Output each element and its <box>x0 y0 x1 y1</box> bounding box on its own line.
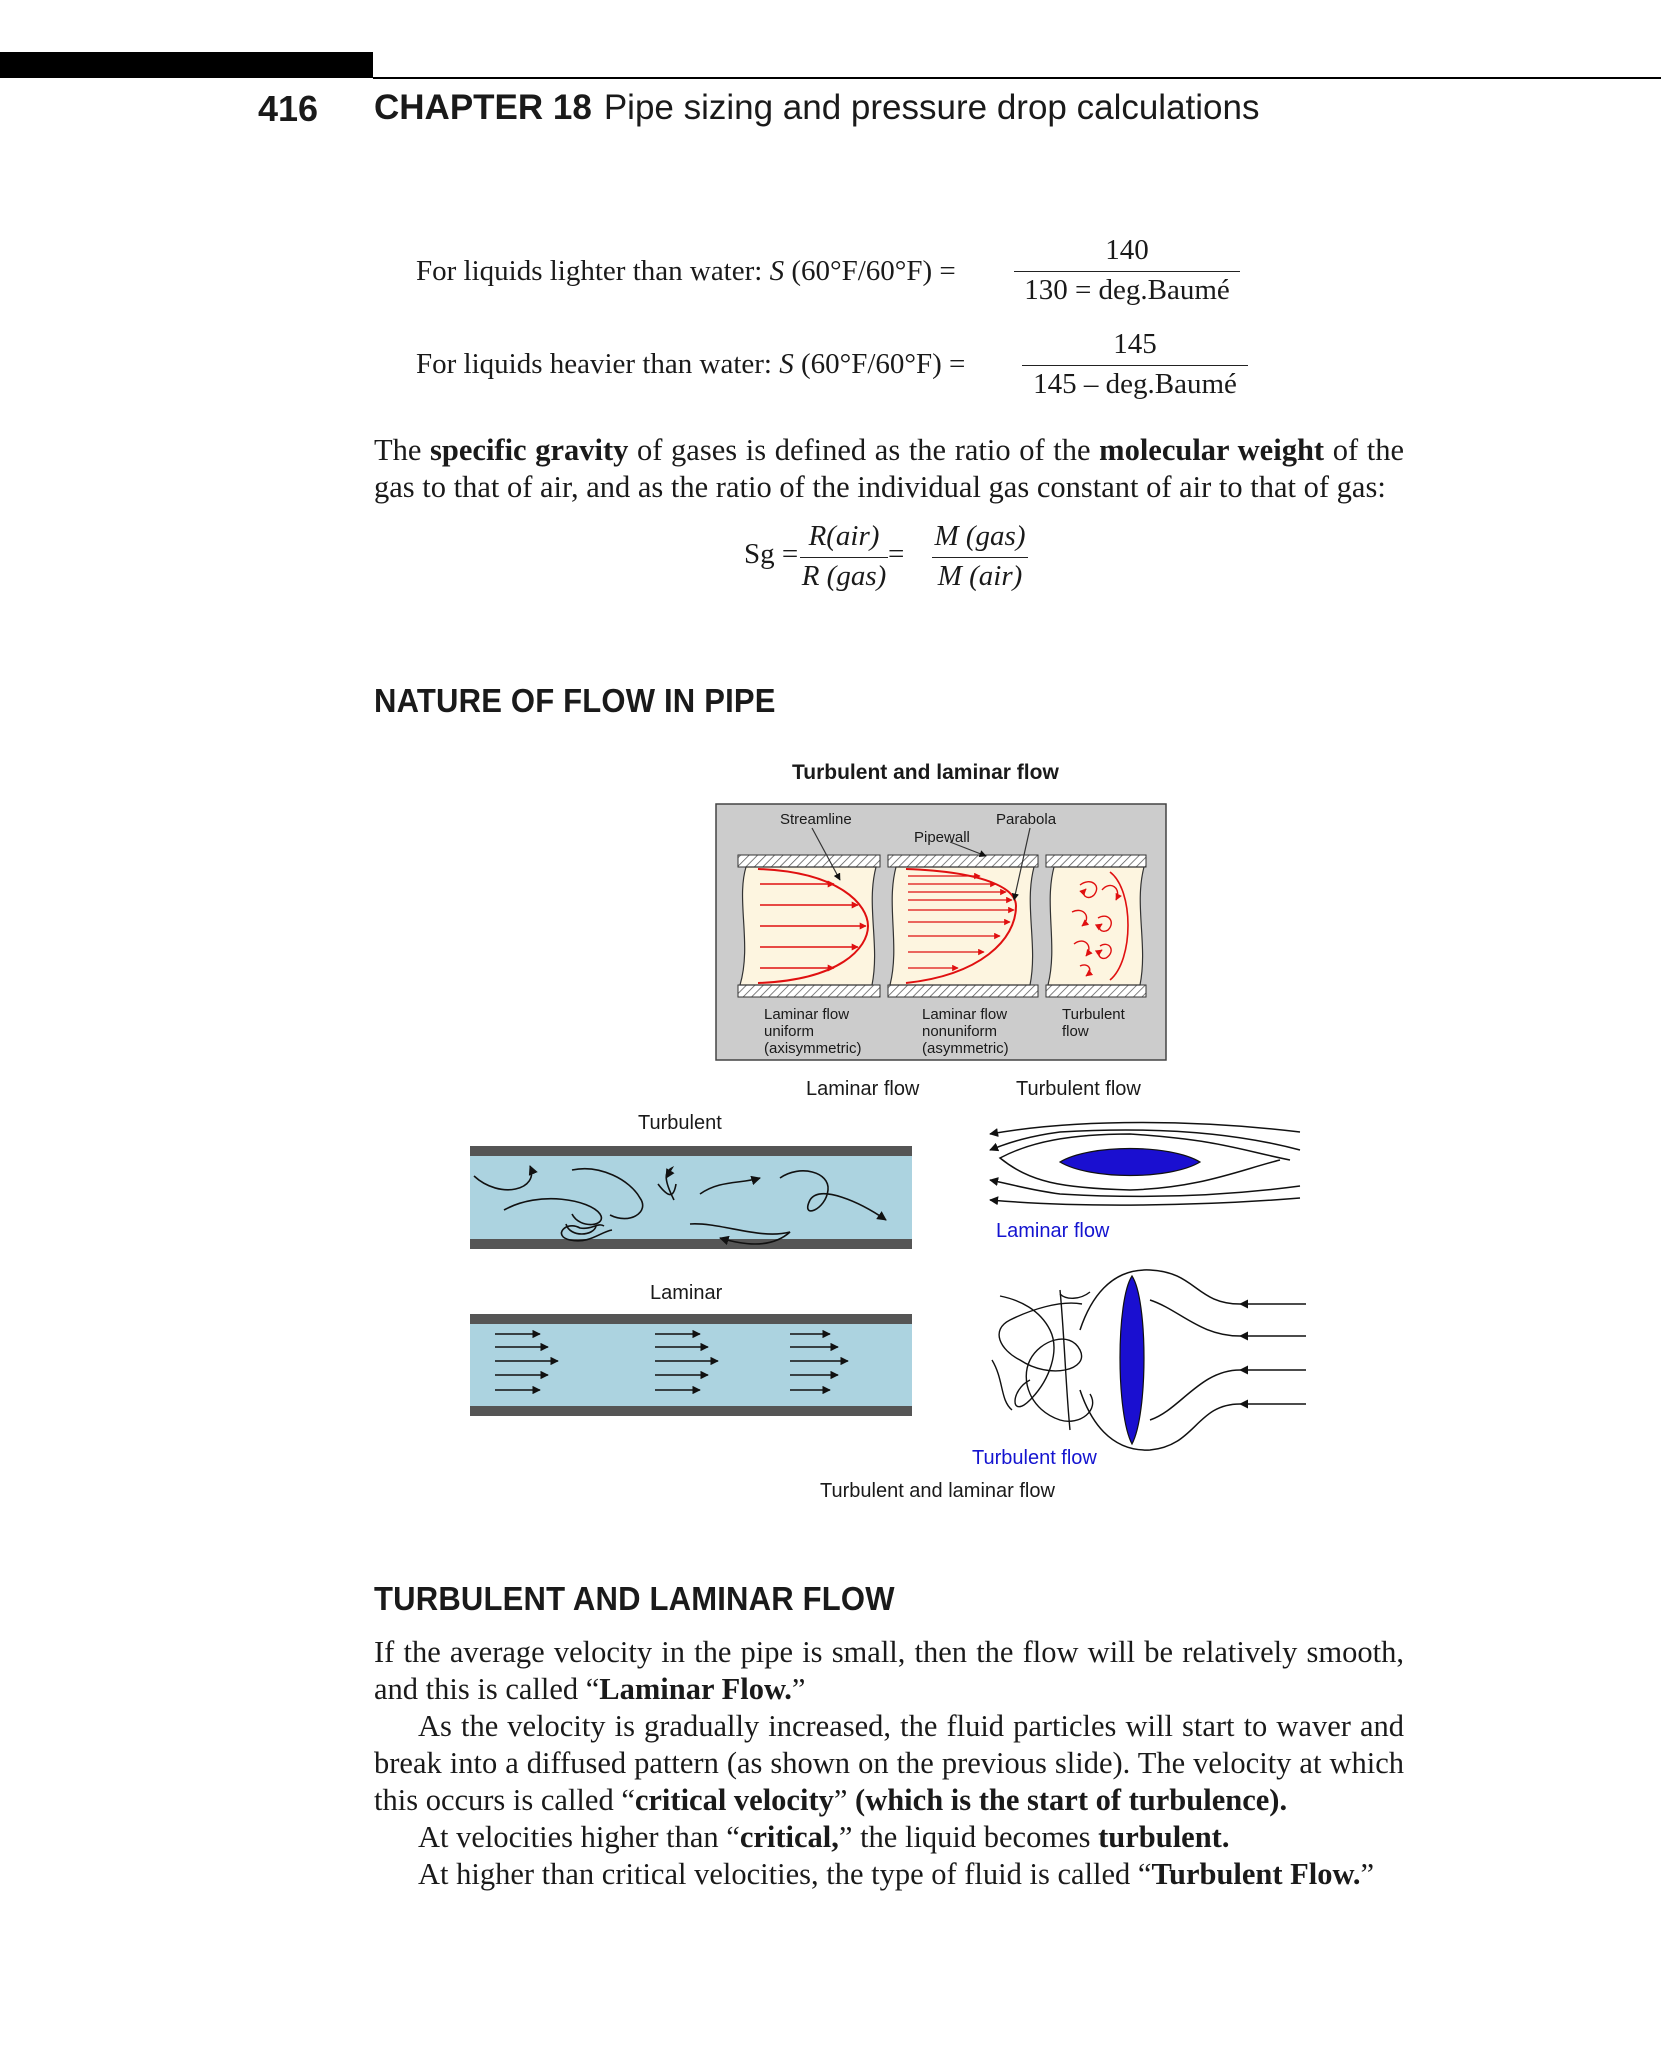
foil-laminar-diagram <box>990 1123 1300 1206</box>
figure-bottom-caption: Turbulent and laminar flow <box>820 1480 1055 1502</box>
flow-paragraphs <box>374 1634 1404 1893</box>
sg-bold-molecular-weight: molecular weight <box>1099 433 1325 467</box>
equation-heavier-denominator: 145 – deg.Baumé <box>1033 368 1237 400</box>
caption-laminar-nonuniform <box>922 1006 1009 1057</box>
label-streamline: Streamline <box>780 811 852 828</box>
equation-heavier-arg: (60°F/60°F) = <box>800 348 966 380</box>
sg-frac2-numerator: M (gas) <box>932 520 1028 558</box>
equation-lighter-numerator: 140 <box>1014 234 1240 272</box>
chapter-title: Pipe sizing and pressure drop calculations <box>603 88 1260 127</box>
section-heading-nature-of-flow: NATURE OF FLOW IN PIPE <box>374 682 776 719</box>
laminar-pipe-diagram <box>470 1314 912 1416</box>
caption-line: Turbulent <box>1062 1006 1125 1023</box>
equation-heavier-label: For liquids heavier than water: <box>416 348 772 380</box>
sg-text-3: of the gas to that of air, and as the ratio of the individual gas constant of air to that of gas: <box>374 433 1404 504</box>
p3-bold-2: turbulent. <box>1098 1820 1230 1854</box>
paragraph-4 <box>374 1856 1404 1893</box>
caption-line: uniform <box>764 1023 815 1040</box>
sg-frac2-denominator: M (air) <box>937 560 1023 592</box>
pipe-section-turbulent <box>1046 855 1146 997</box>
equation-heavier-numerator: 145 <box>1022 328 1248 366</box>
label-laminar-pipe: Laminar <box>650 1282 723 1304</box>
sg-text-2: of gases is defined as the ratio of the <box>628 433 1100 467</box>
equation-lighter-symbol: S <box>769 255 785 287</box>
pipe-section-laminar-uniform <box>738 855 880 997</box>
p1-text-2: ” <box>791 1672 806 1706</box>
caption-line: nonuniform <box>922 1023 998 1040</box>
caption-line: flow <box>1062 1023 1089 1040</box>
caption-line: (axisymmetric) <box>764 1040 862 1057</box>
p3-bold-1: critical, <box>739 1820 839 1854</box>
caption-line: Laminar flow <box>764 1006 850 1023</box>
section-heading-turbulent-laminar: TURBULENT AND LAMINAR FLOW <box>374 1580 895 1617</box>
caption-line: (asymmetric) <box>922 1040 1009 1057</box>
label-laminar-flow: Laminar flow <box>806 1078 920 1100</box>
sg-equation-lhs: Sg = <box>744 538 799 570</box>
label-parabola: Parabola <box>996 811 1057 828</box>
sg-frac1-denominator: R (gas) <box>801 560 887 592</box>
caption-laminar-uniform <box>764 1006 862 1057</box>
p2-text-2: ” <box>833 1783 856 1817</box>
equation-heavier-symbol: S <box>779 348 794 380</box>
label-foil-turbulent: Turbulent flow <box>972 1447 1097 1469</box>
figure-title: Turbulent and laminar flow <box>792 761 1059 784</box>
p2-bold-1: critical velocity <box>634 1783 834 1817</box>
paragraph-3 <box>374 1819 1404 1856</box>
p4-bold: Turbulent Flow. <box>1151 1857 1361 1891</box>
page-number: 416 <box>258 88 319 129</box>
paragraph-1 <box>374 1634 1404 1708</box>
paragraph-2 <box>374 1708 1404 1819</box>
label-turbulent-flow: Turbulent flow <box>1016 1078 1141 1100</box>
p4-text-1: At higher than critical velocities, the type of fluid is called “ <box>418 1857 1152 1891</box>
sg-frac1-numerator: R(air) <box>800 520 888 558</box>
sg-equation-equals: = <box>888 538 905 570</box>
equation-lighter-arg: (60°F/60°F) = <box>791 255 956 287</box>
caption-line: Laminar flow <box>922 1006 1008 1023</box>
caption-turbulent <box>1062 1006 1125 1040</box>
p3-text-2: ” the liquid becomes <box>838 1820 1099 1854</box>
p4-text-2: ” <box>1360 1857 1375 1891</box>
p3-text-1: At velocities higher than “ <box>418 1820 740 1854</box>
pipe-section-laminar-nonuniform <box>888 855 1038 997</box>
equation-lighter-label: For liquids lighter than water: <box>416 255 763 287</box>
p2-text-1: As the velocity is gradually increased, the fluid particles will start to waver and break into a diffused pattern (as shown on the previous slide). The velocity at which this occurs is called “ <box>374 1709 1404 1817</box>
label-pipewall: Pipewall <box>914 829 970 846</box>
p2-bold-2: (which is the start of turbulence). <box>855 1783 1288 1817</box>
sg-bold-specific-gravity: specific gravity <box>430 433 629 467</box>
label-foil-laminar: Laminar flow <box>996 1220 1110 1242</box>
foil-turbulent-diagram <box>992 1270 1306 1450</box>
turbulent-pipe-diagram <box>470 1146 912 1249</box>
chapter-label: CHAPTER 18 <box>374 88 592 127</box>
p1-bold: Laminar Flow. <box>599 1672 792 1706</box>
p1-text-1: If the average velocity in the pipe is small, then the flow will be relatively smooth, and this is called “ <box>374 1635 1404 1706</box>
sg-text-1: The <box>374 433 431 467</box>
equation-lighter-denominator: 130 = deg.Baumé <box>1024 274 1230 306</box>
label-turbulent-pipe: Turbulent <box>638 1112 722 1134</box>
